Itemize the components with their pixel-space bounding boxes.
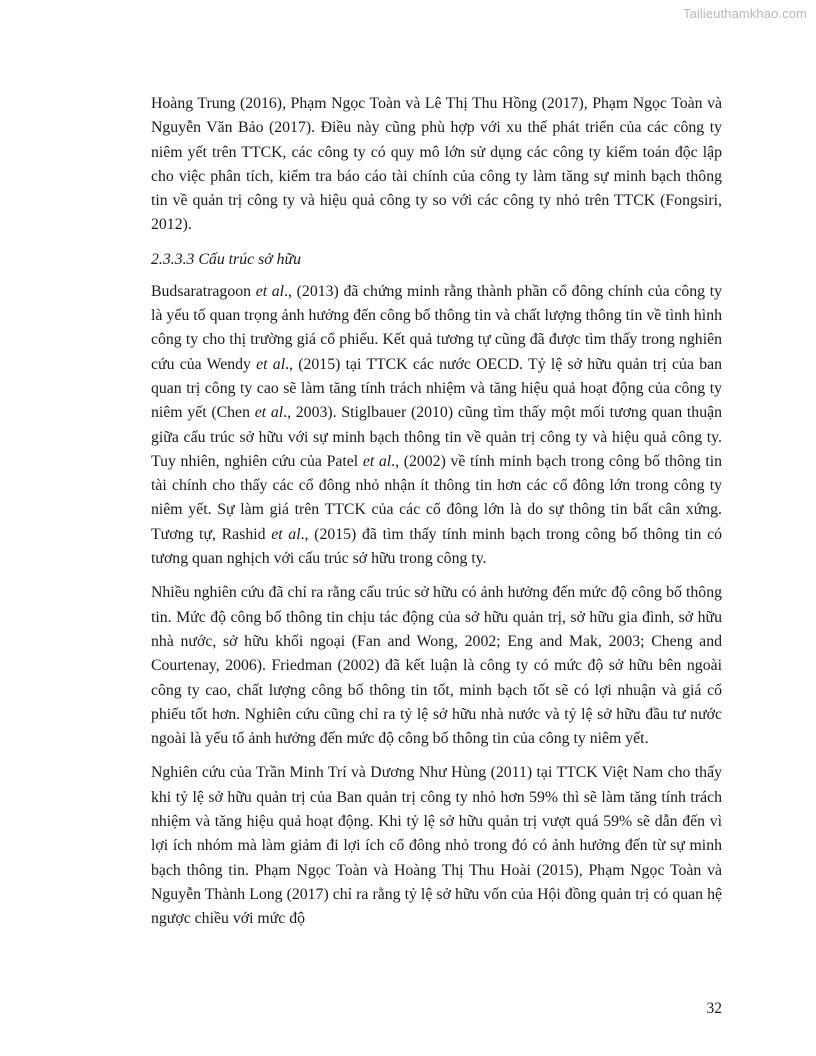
paragraph-2 [151, 280, 722, 572]
page-number: 32 [706, 1000, 722, 1017]
paragraph-text: ., (2002) về tính minh bạch trong công bố thông tin tài chính cho thấy các cổ đông nhỏ nhận ít thông tin hơn các cổ đông lớn trong công ty niêm yết. Sự làm giá trên TTCK của các cổ đông lớn là do sự thông tin bất cân xứng. Tương tự, Rashid [151, 452, 722, 543]
italic-citation: et al [362, 452, 392, 470]
paragraph-3 [151, 581, 722, 751]
italic-citation: et al [255, 282, 285, 300]
paragraph-text: Nhiều nghiên cứu đã chỉ ra rằng cấu trúc sở hữu có ảnh hưởng đến mức độ công bố thông tin. Mức độ công bố thông tin chịu tác động của sở hữu quản trị, sở hữu gia đình, sở hữu nhà nước, sở hữu khối ngoại (Fan and Wong, 2002; Eng and Mak, 2003; Cheng and Courtenay, 2006). Friedman (2002) đã kết luận là công ty có mức độ sở hữu bên ngoài công ty cao, chất lượng công bố thông tin tốt, minh bạch tốt sẽ có lợi nhuận và giá cổ phiếu tốt hơn. Nghiên cứu cũng chỉ ra tỷ lệ sở hữu nhà nước và tỷ lệ sở hữu đầu tư nước ngoài là yếu tố ảnh hưởng đến mức độ công bố thông tin của công ty niêm yết. [151, 584, 722, 748]
watermark-text: Tailieuthamkhao.com [682, 6, 807, 21]
section-heading: 2.3.3.3 Cấu trúc sở hữu [151, 250, 302, 268]
italic-citation: et al [256, 355, 286, 373]
paragraph-text: Budsaratragoon [151, 282, 256, 300]
italic-citation: et al [271, 525, 301, 543]
paragraph-text: ., (2013) đã chứng minh rằng thành phần cổ đông chính của công ty là yếu tố quan trọng ảnh hưởng đến công bố thông tin và chất lượng thông tin về tình hình công ty cho thị trường giá cổ phiếu. Kết quả tương tự cũng đã được tìm thấy trong nghiên cứu của Wendy [151, 282, 723, 373]
paragraph-4 [151, 761, 722, 931]
paragraph-text: Nghiên cứu của Trần Minh Trí và Dương Như Hùng (2011) tại TTCK Việt Nam cho thấy khi tỷ lệ sở hữu quản trị của Ban quản trị công ty nhỏ hơn 59% thì sẽ làm tăng tính trách nhiệm và tăng hiệu quả hoạt động. Khi tỷ lệ sở hữu quản trị vượt quá 59% sẽ dẫn đến vì lợi ích nhóm mà làm giảm đi lợi ích cổ đông nhỏ trong đó có ảnh hưởng đến từ sự minh bạch thông tin. Phạm Ngọc Toàn và Hoàng Thị Thu Hoài (2015), Phạm Ngọc Toàn và Nguyễn Thành Long (2017) chỉ ra rằng tỷ lệ sở hữu vốn của Hội đồng quản trị có quan hệ ngược chiều với mức độ [151, 764, 722, 928]
italic-citation: et al [254, 404, 284, 422]
paragraph-text: ., 2003). Stiglbauer (2010) cũng tìm thấy một mối tương quan thuận giữa cấu trúc sở hữu với sự minh bạch thông tin về quản trị công ty và hiệu quả công ty. Tuy nhiên, nghiên cứu của Patel [151, 404, 723, 470]
paragraph-text: Hoàng Trung (2016), Phạm Ngọc Toàn và Lê Thị Thu Hồng (2017), Phạm Ngọc Toàn và Nguyễn Văn Bảo (2017). Điều này cũng phù hợp với xu thế phát triển của các công ty niêm yết trên TTCK, các công ty có quy mô lớn sử dụng các công ty kiểm toán độc lập cho việc phân tích, kiểm tra báo cáo tài chính của công ty làm tăng sự minh bạch thông tin về quản trị công ty và hiệu quả công ty so với các công ty nhỏ trên TTCK (Fongsiri, 2012). [151, 95, 722, 234]
paragraph-1 [151, 92, 722, 238]
document-body [151, 92, 722, 942]
paragraph-text: ., (2015) tại TTCK các nước OECD. Tỷ lệ sở hữu quản trị của ban quan trị công ty cao sẽ làm tăng tính trách nhiệm và tăng hiệu quả hoạt động của công ty niêm yết (Chen [151, 355, 723, 422]
paragraph-text: ., (2015) đã tìm thấy tính minh bạch trong công bố thông tin có tương quan nghịch với cấu trúc sở hữu trong công ty. [151, 525, 722, 568]
